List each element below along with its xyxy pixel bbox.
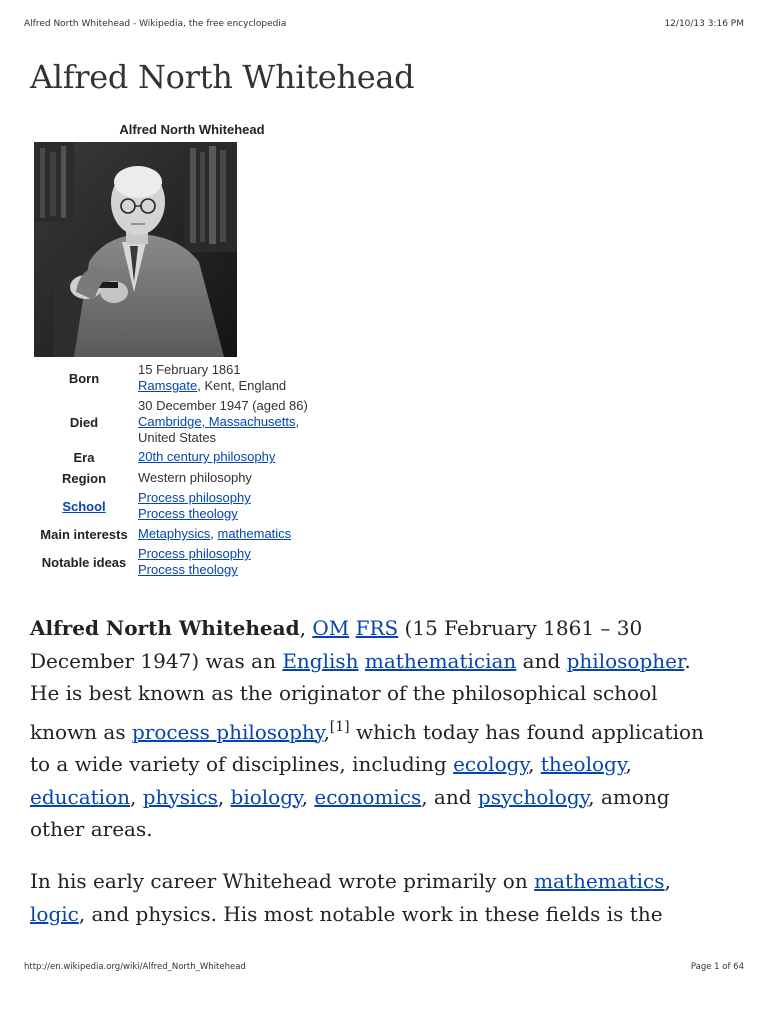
infobox-label-era: Era (73, 449, 95, 465)
school-process-philosophy-link[interactable]: Process philosophy (138, 490, 251, 505)
infobox-value-era (136, 449, 275, 465)
text-run: , and (421, 784, 478, 809)
philosopher-link[interactable]: philosopher (566, 648, 685, 673)
process-philosophy-link[interactable]: process philosophy (131, 719, 324, 744)
print-header (24, 19, 744, 33)
born-place (138, 378, 286, 394)
text-line (30, 716, 742, 749)
text-run: (15 February 1861 – 30 (398, 616, 643, 640)
infobox-label-died: Died (69, 414, 99, 430)
infobox-value-school (136, 490, 251, 522)
infobox-row-born (32, 362, 352, 394)
born-place-rest: , Kent, England (197, 378, 287, 393)
biology-link[interactable]: biology (230, 784, 302, 809)
text-run: , (217, 784, 231, 809)
infobox-value-main-interests (136, 526, 291, 542)
intro-paragraph (30, 612, 742, 846)
infobox-label-main-interests: Main interests (40, 526, 128, 542)
infobox-label-born: Born (68, 370, 100, 386)
infobox-row-region (32, 470, 352, 486)
ecology-link[interactable]: ecology (453, 752, 529, 776)
interests-sep: , (210, 526, 218, 541)
text-run: and (516, 648, 567, 673)
infobox-row-main-interests (32, 526, 352, 542)
infobox-row-notable-ideas (32, 546, 352, 578)
education-link[interactable]: education (30, 784, 130, 809)
print-footer-page: Page 1 of 64 (690, 962, 744, 972)
print-header-title: Alfred North Whitehead - Wikipedia, the free encyclopedia (24, 19, 287, 29)
economics-link[interactable]: economics (314, 784, 422, 809)
infobox-label-school[interactable]: School (62, 498, 106, 514)
infobox-label-region: Region (61, 470, 107, 486)
infobox-row-died (32, 398, 352, 446)
psychology-link[interactable]: psychology (477, 784, 589, 809)
ideas-process-philosophy-link[interactable]: Process philosophy (138, 546, 251, 561)
died-date: 30 December 1947 (aged 86) (138, 398, 308, 413)
text-line (30, 677, 742, 710)
text-run: , (301, 784, 315, 809)
english-link[interactable]: English (282, 648, 359, 673)
early-career-paragraph (30, 865, 742, 930)
text-run: , (528, 752, 541, 776)
text-run: known as (30, 719, 132, 744)
text-run: , (323, 719, 330, 744)
portrait-image[interactable] (34, 142, 237, 357)
school-process-theology-link[interactable]: Process theology (138, 506, 238, 521)
metaphysics-link[interactable]: Metaphysics (138, 526, 211, 541)
mathematics-link[interactable]: mathematics (534, 869, 665, 893)
died-place-rest: United States (138, 430, 217, 445)
text-line (30, 748, 742, 781)
portrait-photo (34, 142, 237, 357)
print-footer-url: http://en.wikipedia.org/wiki/Alfred_North_Whitehead (24, 962, 246, 972)
om-link[interactable]: OM (312, 616, 350, 640)
text-line (30, 813, 742, 846)
physics-link[interactable]: physics (142, 784, 218, 809)
infobox-value-died (136, 398, 308, 446)
mathematician-link[interactable]: mathematician (364, 648, 517, 673)
infobox-value-region: Western philosophy (138, 470, 252, 485)
infobox-value-notable-ideas (136, 546, 251, 578)
text-line (30, 645, 742, 678)
text-run: , among (588, 784, 670, 809)
text-line (30, 781, 742, 814)
infobox-caption: Alfred North Whitehead (119, 122, 265, 137)
text-run: other areas. (30, 817, 153, 841)
cambridge-link[interactable]: Cambridge, Massachusetts (138, 414, 296, 429)
print-header-datetime: 12/10/13 3:16 PM (664, 19, 744, 29)
died-place-sep: , (295, 414, 300, 429)
reference-1-link[interactable]: [1] (329, 718, 350, 735)
text-run: In his early career Whitehead wrote primarily on (30, 869, 535, 893)
frs-link[interactable]: FRS (355, 616, 399, 640)
infobox-row-school (32, 490, 352, 522)
text-run: , (130, 784, 143, 809)
text-run: He is best known as the originator of the philosophical school (30, 681, 658, 705)
era-link[interactable]: 20th century philosophy (138, 449, 276, 464)
died-place (138, 414, 308, 430)
text-run: . (684, 648, 691, 673)
mathematics-interest-link[interactable]: mathematics (217, 526, 292, 541)
text-run: , (625, 752, 632, 776)
ramsgate-link[interactable]: Ramsgate (138, 378, 198, 393)
born-date: 15 February 1861 (138, 362, 241, 377)
infobox-row-era (32, 449, 352, 465)
text-run: , (299, 616, 313, 640)
theology-link[interactable]: theology (540, 752, 626, 776)
print-footer (24, 962, 744, 976)
text-line (30, 865, 742, 898)
page-title: Alfred North Whitehead (30, 58, 415, 96)
logic-link[interactable]: logic (30, 901, 79, 926)
text-run: to a wide variety of disciplines, including (30, 752, 454, 776)
infobox-label-notable-ideas: Notable ideas (41, 554, 127, 570)
infobox-value-born (136, 362, 286, 394)
text-line (30, 898, 742, 931)
ideas-process-theology-link[interactable]: Process theology (138, 562, 238, 577)
text-run: which today has found application (349, 719, 704, 744)
text-run: , (664, 869, 671, 893)
text-run: , and physics. His most notable work in these fields is the (78, 901, 663, 926)
text-run: December 1947) was an (30, 648, 283, 673)
text-line (30, 612, 742, 645)
subject-name: Alfred North Whitehead (30, 616, 300, 640)
